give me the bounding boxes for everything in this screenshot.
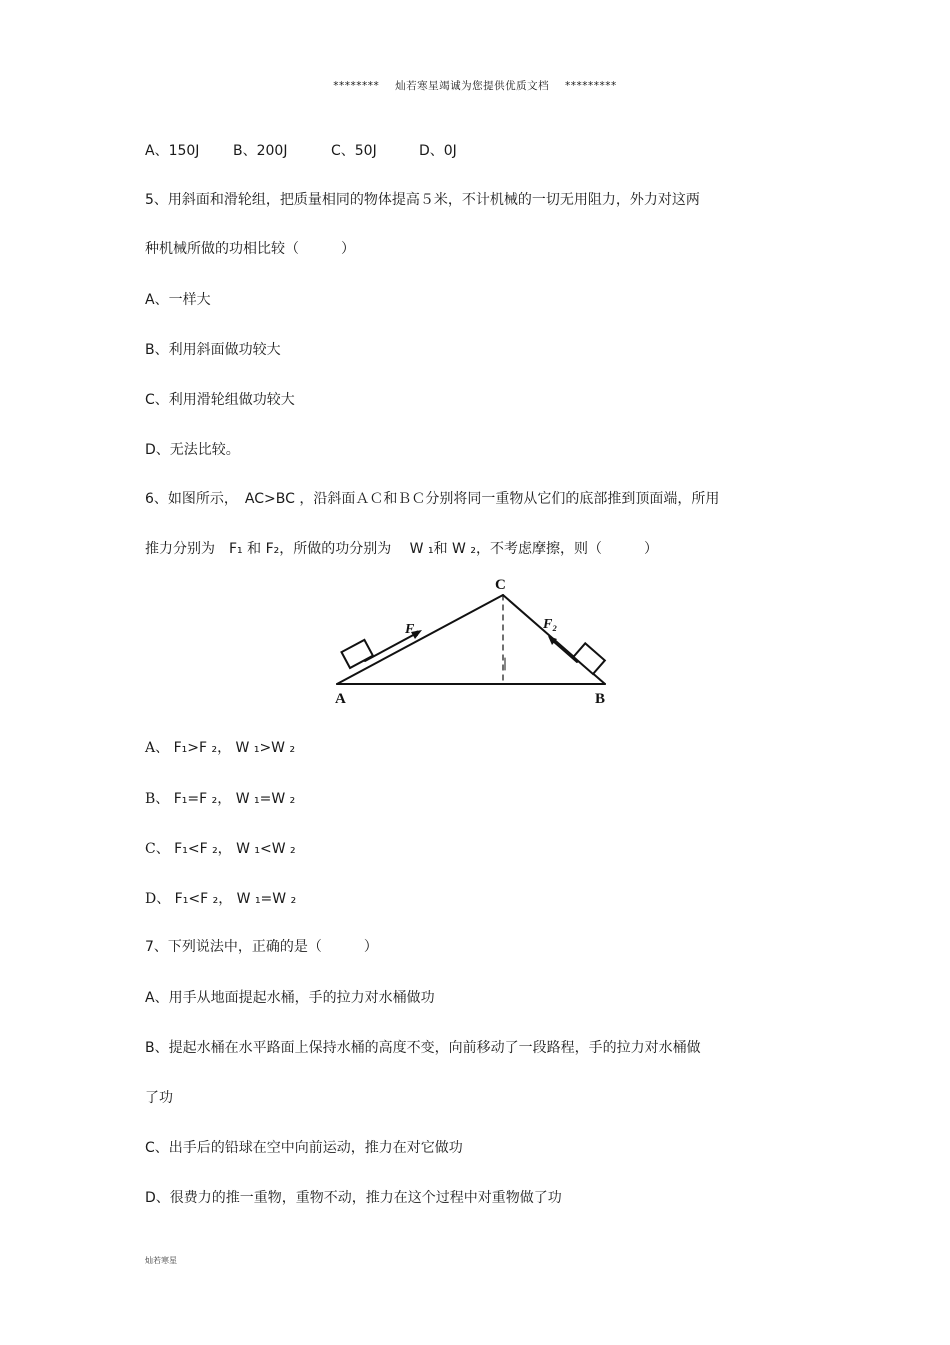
q4-option-a: A、150J — [145, 143, 200, 159]
label-f1: F₁ — [405, 622, 420, 637]
label-a: A — [335, 691, 346, 707]
block-on-cb — [573, 643, 604, 674]
page-footer: 灿若寒星 — [145, 1256, 177, 1265]
q7-stem: 7、下列说法中，正确的是（ ） — [145, 939, 378, 955]
f2-arrow — [553, 641, 577, 662]
block-on-ac — [341, 640, 372, 668]
label-b: B — [595, 691, 606, 707]
q5-stem-line2: 种机械所做的功相比较（ ） — [145, 241, 355, 257]
q6-option-d-letter: D、 — [145, 891, 171, 907]
q6-option-a — [145, 737, 295, 757]
label-c: C — [495, 577, 506, 593]
q5-stem-line1: 5、用斜面和滑轮组，把质量相同的物体提高５米，不计机械的一切无用阻力，外力对这两 — [145, 192, 700, 208]
header-title: 灿若寒星竭诚为您提供优质文档 — [395, 80, 550, 92]
header-stars-left: ******** — [333, 80, 380, 92]
q7-option-b-line1: B、提起水桶在水平路面上保持水桶的高度不变，向前移动了一段路程，手的拉力对水桶做 — [145, 1040, 701, 1056]
q4-option-d: D、0J — [419, 143, 457, 159]
q6-stem-line2: 推力分别为 F₁ 和 F₂，所做的功分别为 W ₁和 W ₂，不考虑摩擦，则（ ） — [145, 541, 658, 557]
q5-option-b: B、利用斜面做功较大 — [145, 342, 281, 358]
q6-option-c — [145, 838, 296, 858]
q4-options — [145, 140, 457, 160]
q7-option-c: C、出手后的铅球在空中向前运动，推力在对它做功 — [145, 1140, 463, 1156]
q7-option-d: D、很费力的推一重物，重物不动，推力在这个过程中对重物做了功 — [145, 1190, 562, 1206]
label-f2: F₂ — [543, 617, 558, 632]
q5-option-d: D、无法比较。 — [145, 442, 240, 458]
q7-option-a: A、用手从地面提起水桶，手的拉力对水桶做功 — [145, 990, 435, 1006]
incline-figure — [325, 570, 625, 710]
q6-option-c-letter: C、 — [145, 841, 170, 857]
slope-ac — [337, 595, 503, 684]
q4-option-b: B、200J — [233, 143, 288, 159]
q6-option-b — [145, 788, 295, 808]
q6-option-a-letter: A、 — [145, 740, 170, 756]
q6-option-c-text: F₁<F ₂， W ₁<W ₂ — [169, 841, 296, 857]
q6-option-b-text: F₁=F ₂， W ₁=W ₂ — [169, 791, 296, 807]
page-header — [0, 78, 950, 93]
q6-option-a-text: F₁>F ₂， W ₁>W ₂ — [169, 740, 296, 756]
q6-stem-line1: 6、如图所示， AC>BC ，沿斜面ＡＣ和ＢＣ分别将同一重物从它们的底部推到顶面端，所用 — [145, 491, 720, 507]
header-stars-right: ********* — [564, 80, 617, 92]
f1-arrow — [365, 633, 417, 661]
q4-option-c: C、50J — [331, 143, 377, 159]
q7-option-b-line2: 了功 — [145, 1090, 173, 1106]
q5-option-a: A、一样大 — [145, 292, 211, 308]
q6-option-b-letter: B、 — [145, 791, 170, 807]
q5-option-c: C、利用滑轮组做功较大 — [145, 392, 295, 408]
q6-option-d-text: F₁<F ₂， W ₁=W ₂ — [170, 891, 297, 907]
q6-option-d — [145, 888, 296, 908]
